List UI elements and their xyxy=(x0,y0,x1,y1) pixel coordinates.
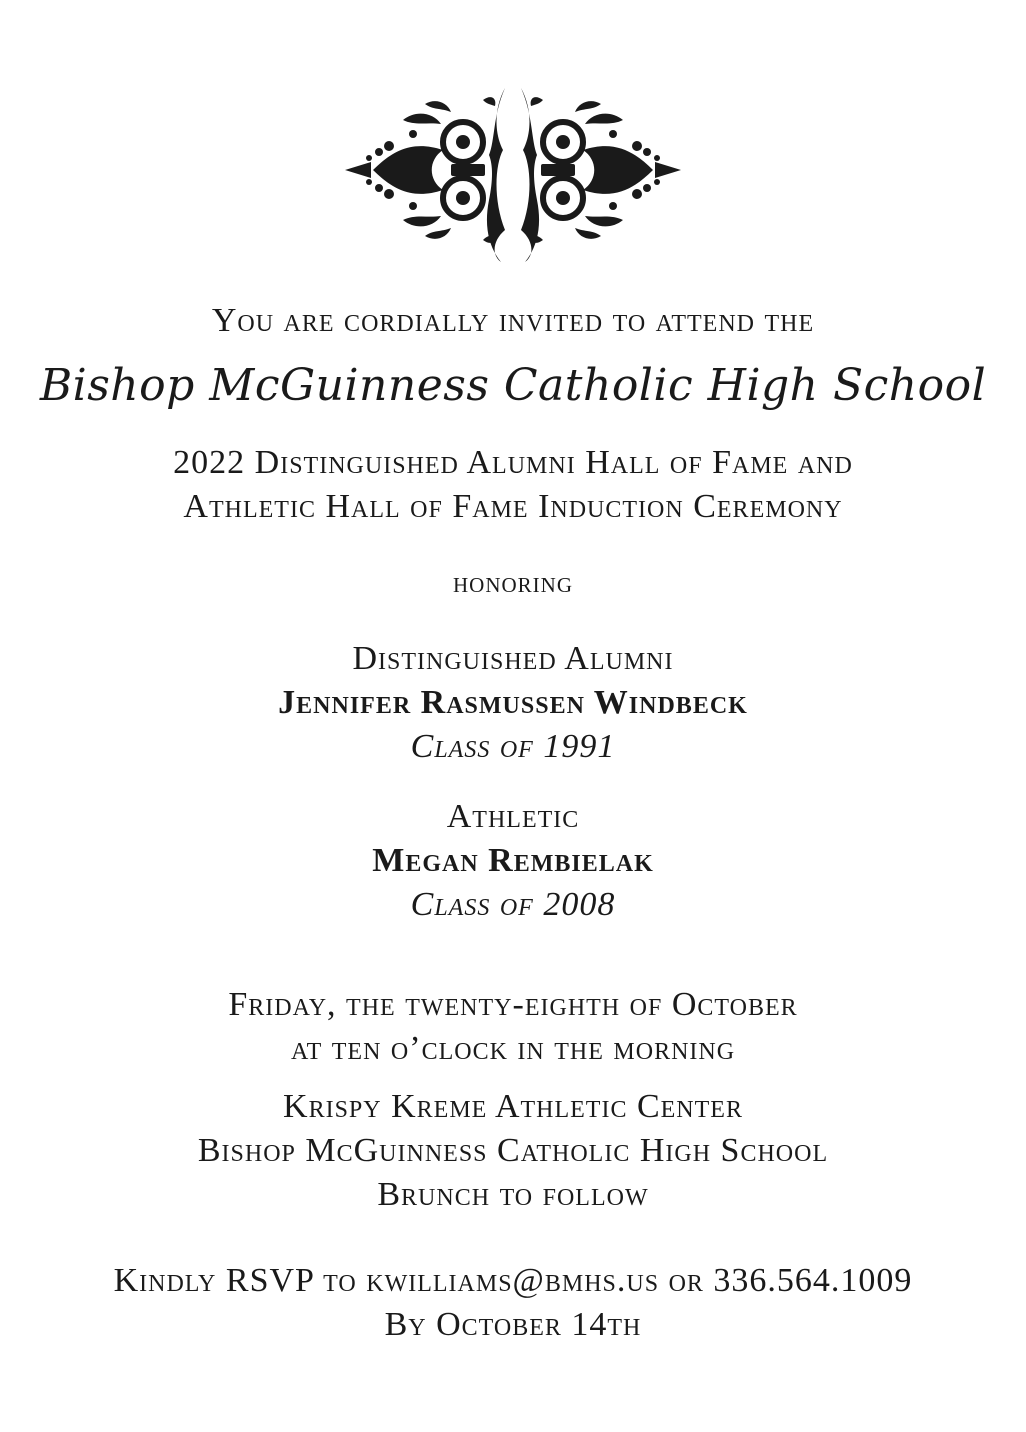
event-meal: Brunch to follow xyxy=(377,1176,649,1213)
rsvp-deadline: By October 14th xyxy=(384,1306,642,1343)
event-title-line-2: Athletic Hall of Fame Induction Ceremony xyxy=(183,488,843,525)
event-date: Friday, the twenty-eighth of October xyxy=(228,986,798,1023)
honoree-1-category: Distinguished Alumni xyxy=(352,640,674,677)
damask-flourish-icon xyxy=(0,80,1026,265)
event-venue: Krispy Kreme Athletic Center xyxy=(283,1088,743,1125)
rsvp-line: Kindly RSVP to kwilliams@bmhs.us or 336.564.1009 xyxy=(113,1262,913,1299)
school-name-script: Bishop McGuinness Catholic High School xyxy=(39,360,987,411)
honoring-label: honoring xyxy=(453,566,573,599)
event-school: Bishop McGuinness Catholic High School xyxy=(197,1132,829,1169)
honoree-2-name: Megan Rembielak xyxy=(372,842,654,879)
honoree-1-name: Jennifer Rasmussen Windbeck xyxy=(278,684,748,721)
honoree-2-class: Class of 2008 xyxy=(410,886,616,923)
event-title-line-1: 2022 Distinguished Alumni Hall of Fame and xyxy=(173,444,853,481)
honoree-1-class: Class of 1991 xyxy=(410,728,616,765)
honoree-2-category: Athletic xyxy=(446,798,580,835)
intro-text: You are cordially invited to attend the xyxy=(211,302,815,339)
event-time: at ten o’clock in the morning xyxy=(290,1030,736,1067)
